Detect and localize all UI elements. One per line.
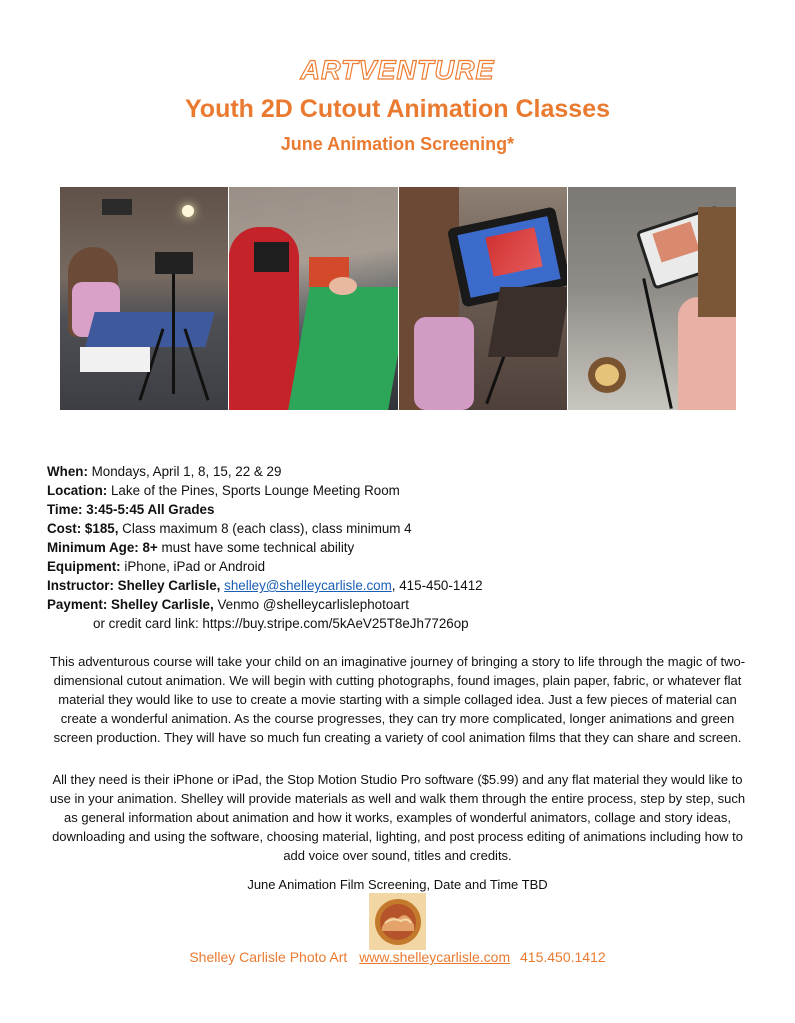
equipment-row bbox=[47, 557, 483, 576]
time-row bbox=[47, 500, 483, 519]
photo-green-screen bbox=[229, 187, 397, 410]
footer-phone: 415.450.1412 bbox=[520, 949, 606, 965]
photo-child-ipad bbox=[399, 187, 567, 410]
photo-strip bbox=[60, 187, 736, 410]
screening-note: June Animation Film Screening, Date and Time TBD bbox=[247, 877, 548, 892]
cost-row bbox=[47, 519, 483, 538]
payment-row bbox=[47, 595, 483, 614]
when-row bbox=[47, 462, 483, 481]
age-label: Minimum Age: 8+ bbox=[47, 540, 158, 555]
footer bbox=[0, 949, 795, 965]
age-row bbox=[47, 538, 483, 557]
payment-label: Payment: Shelley Carlisle, bbox=[47, 597, 214, 612]
instructor-phone: , 415-450-1412 bbox=[391, 578, 483, 593]
footer-website-link[interactable]: www.shelleycarlisle.com bbox=[359, 949, 511, 965]
brand-title: ARTVENTURE bbox=[300, 55, 495, 85]
location-label: Location: bbox=[47, 483, 108, 498]
when-label: When: bbox=[47, 464, 88, 479]
page-subtitle: June Animation Screening* bbox=[280, 134, 515, 154]
instructor-row bbox=[47, 576, 483, 595]
location-row bbox=[47, 481, 483, 500]
cost-label: Cost: $185, bbox=[47, 521, 119, 536]
footer-name: Shelley Carlisle Photo Art bbox=[189, 949, 348, 965]
photo-child-tripod bbox=[60, 187, 228, 410]
payment-link-row: or credit card link: https://buy.stripe.com/5kAeV25T8eJh7726op bbox=[93, 616, 469, 631]
equipment-label: Equipment: bbox=[47, 559, 121, 574]
description-paragraph-2: All they need is their iPhone or iPad, the Stop Motion Studio Pro software ($5.99) and any flat material they would like to use in your animation. Shelley will provide materials as well and walk them through the entire process, step by step, such as general information about animation and how it works, examples of wonderful animators, collage and story ideas, downloading and using the software, choosing material, lighting, and post process editing of animations including how to add voice over sound, titles and credits. bbox=[49, 772, 746, 863]
location-value: Lake of the Pines, Sports Lounge Meeting Room bbox=[107, 483, 400, 498]
equipment-value: iPhone, iPad or Android bbox=[120, 559, 266, 574]
brand-logo bbox=[369, 893, 426, 950]
page-title: Youth 2D Cutout Animation Classes bbox=[184, 95, 611, 123]
cost-value: Class maximum 8 (each class), class minimum 4 bbox=[118, 521, 412, 536]
time-label: Time: 3:45-5:45 All Grades bbox=[47, 502, 215, 517]
age-value: must have some technical ability bbox=[157, 540, 355, 555]
photo-ipad-stand bbox=[568, 187, 736, 410]
description-paragraph-1: This adventurous course will take your child on an imaginative journey of bringing a story to life through the magic of two-dimensional cutout animation. We will begin with cutting photographs, found images, plain paper, fabric, or whatever flat material they would like to use to create a movie starting with a simple collaged idea. Just a few pieces of material can create a wonderful animation. As the course progresses, they can try more complicated, longer animations and green screen production. They will have so much fun creating a variety of cool animation films that they can share and screen. bbox=[49, 654, 746, 745]
instructor-email-link[interactable]: shelley@shelleycarlisle.com bbox=[224, 578, 392, 593]
class-details bbox=[47, 462, 483, 633]
instructor-label: Instructor: Shelley Carlisle, bbox=[47, 578, 221, 593]
payment-value: Venmo @shelleycarlislephotoart bbox=[213, 597, 409, 612]
when-value: Mondays, April 1, 8, 15, 22 & 29 bbox=[87, 464, 282, 479]
